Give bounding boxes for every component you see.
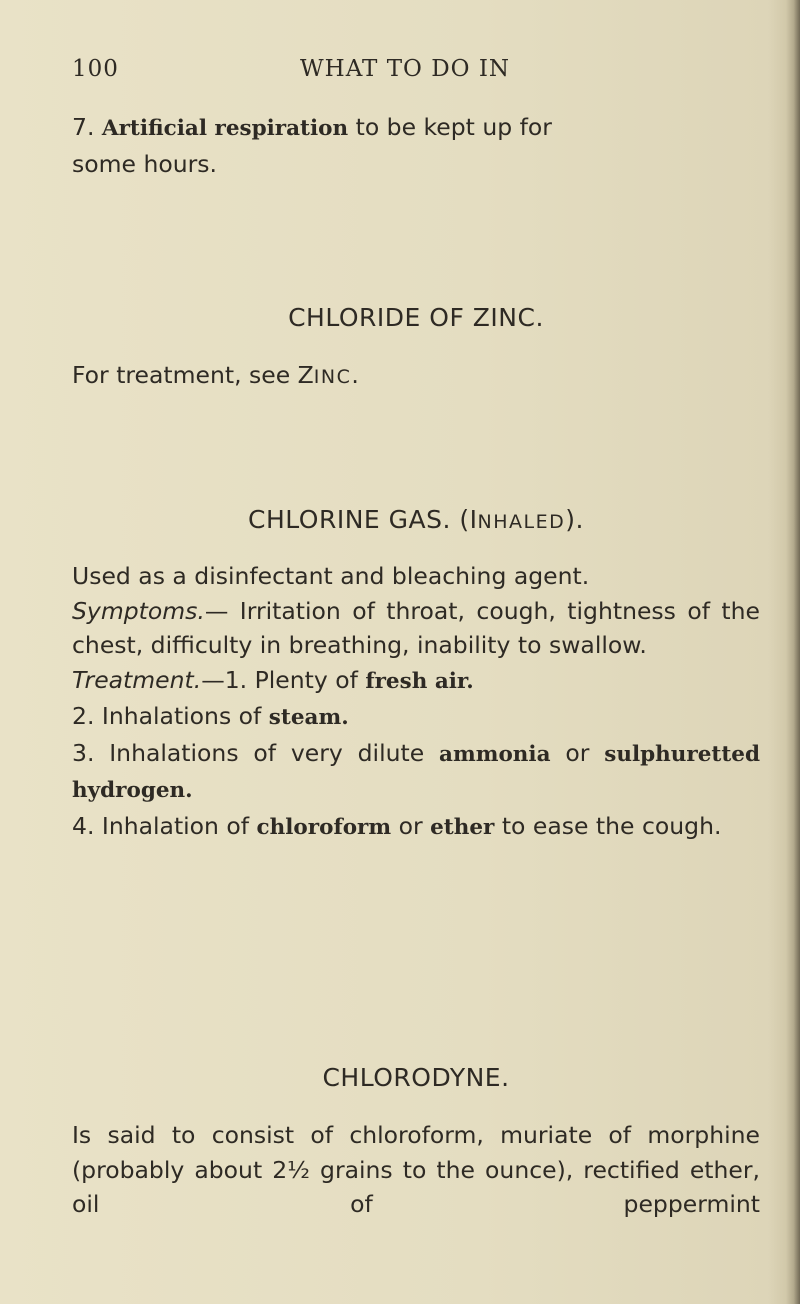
- heading-smallcaps: NHALED: [477, 511, 566, 533]
- chloride-of-zinc-paragraph: [72, 358, 760, 395]
- text-span: For treatment, see: [72, 361, 298, 389]
- treatment-label: Treatment.: [72, 665, 202, 694]
- section-heading-chloride-of-zinc: CHLORIDE OF ZINC.: [288, 303, 544, 332]
- treatment-step-4: [72, 809, 760, 846]
- item-text: to be kept up for: [355, 113, 552, 141]
- page-number: 100: [72, 56, 119, 82]
- cross-reference-smallcaps: INC: [313, 366, 352, 388]
- symptoms-text: — Irritation of throat, cough, tightness of the chest, difficulty in breathing, inability to swallow.: [72, 596, 760, 659]
- treatment-step-3: [72, 736, 760, 809]
- section-heading-chlorodyne: CHLORODYNE.: [322, 1063, 510, 1092]
- text-span: 4. Inhalation of: [72, 811, 257, 840]
- page-header: [72, 56, 752, 96]
- item-number: 7.: [72, 113, 95, 141]
- text-span: or: [391, 811, 431, 840]
- bold-term: ether: [430, 814, 495, 840]
- heading-text: ).: [565, 505, 584, 534]
- treatment-step-2: [72, 699, 760, 736]
- bold-term: chloroform: [256, 814, 392, 840]
- section-heading-chlorine-gas: [72, 505, 760, 534]
- running-title: WHAT TO DO IN: [300, 56, 511, 82]
- item-text-continued: some hours.: [72, 149, 217, 178]
- symptoms-label: Symptoms.: [72, 596, 205, 625]
- bold-term: Artificial respiration: [101, 116, 349, 141]
- chlorine-intro: Used as a disinfectant and bleaching agent.: [72, 562, 590, 590]
- text-span: to ease the cough.: [494, 811, 722, 840]
- text-span: .: [351, 361, 359, 389]
- page-edge-shadow: [786, 0, 800, 1304]
- text-span: 2. Inhalations of: [72, 702, 269, 730]
- chlorine-symptoms: [72, 594, 760, 663]
- chlorodyne-paragraph: [72, 1118, 760, 1222]
- bold-term: ammonia: [439, 741, 551, 767]
- chlorodyne-text: Is said to consist of chloroform, muriate of morphine (probably about 2½ grains to the ounce), rectified ether, oil of peppermint: [72, 1121, 760, 1218]
- text-span: or: [550, 738, 605, 767]
- text-span: —1. Plenty of: [201, 665, 366, 694]
- bold-term: fresh air.: [365, 668, 474, 694]
- bold-term: sulphuretted hydrogen.: [72, 741, 760, 803]
- bold-term: steam.: [268, 705, 349, 730]
- chlorine-gas-body: [72, 559, 760, 845]
- heading-text: CHLORINE GAS. (: [248, 505, 470, 534]
- heading-text: I: [469, 505, 478, 534]
- item-7-paragraph: [72, 110, 760, 181]
- text-span: 3. Inhalations of very dilute: [72, 738, 440, 767]
- cross-reference: Z: [297, 361, 314, 389]
- treatment-step-1: [72, 663, 760, 700]
